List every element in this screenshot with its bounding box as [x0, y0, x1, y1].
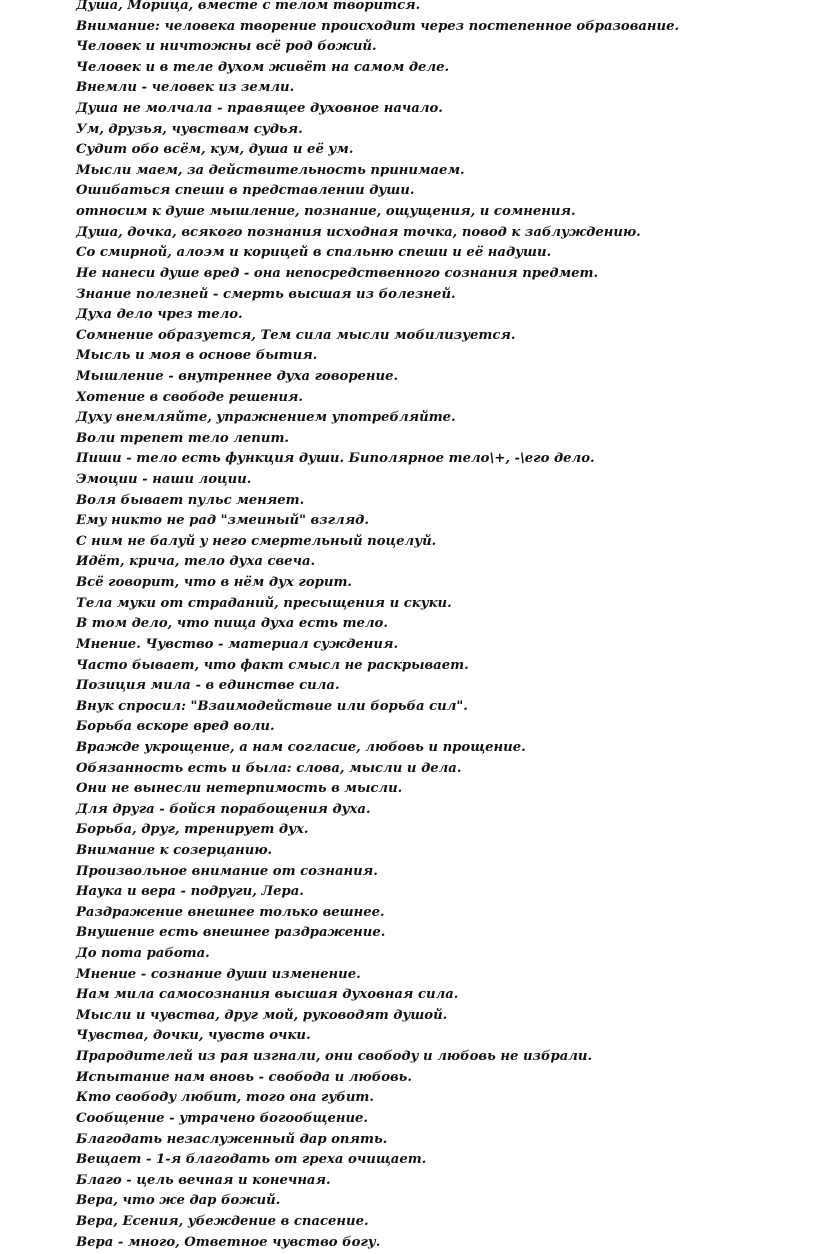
text-line: Внушение есть внешнее раздражение.	[76, 925, 386, 941]
text-body	[76, 0, 796, 1253]
text-line: Эмоции - наши лоции.	[76, 472, 252, 488]
text-line: Мысли и чувства, друг мой, руководят душой.	[76, 1007, 448, 1023]
text-line: Человек и ничтожны всё род божий.	[76, 39, 377, 55]
text-line: Обязанность есть и была: слова, мысли и дела.	[76, 760, 462, 776]
text-line: Сомнение образуется, Тем сила мысли мобилизуется.	[76, 327, 516, 343]
text-line: Вещает - 1-я благодать от греха очищает.	[76, 1152, 427, 1168]
text-line: Нам мила самосознания высшая духовная сила.	[76, 987, 459, 1003]
text-line: Позиция мила - в единстве сила.	[76, 678, 340, 694]
text-line: Со смирной, алоэм и корицей в спальню спеши и её надуши.	[76, 245, 552, 261]
text-line: относим к душе мышление, познание, ощущения, и сомнения.	[76, 204, 576, 220]
text-line: Внук спросил: "Взаимодействие или борьба сил".	[76, 698, 468, 714]
text-line: Мысли маем, за действительность принимаем.	[76, 162, 465, 178]
text-line: Мнение - сознание души изменение.	[76, 966, 361, 982]
text-line: Произвольное внимание от сознания.	[76, 863, 378, 879]
text-line: Пиши - тело есть функция души. Биполярное тело\+, -\его дело.	[76, 451, 595, 467]
text-line: Мнение. Чувство - материал суждения.	[76, 636, 399, 652]
text-line: До пота работа.	[76, 946, 210, 962]
text-line: Тела муки от страданий, пресыщения и скуки.	[76, 595, 452, 611]
text-line: Вера, что же дар божий.	[76, 1193, 281, 1209]
text-line: Воли трепет тело лепит.	[76, 430, 290, 446]
text-line: Внемли - человек из земли.	[76, 80, 295, 96]
text-line: Наука и вера - подруги, Лера.	[76, 884, 304, 900]
text-line: В том дело, что пища духа есть тело.	[76, 616, 388, 632]
text-line: Испытание нам вновь - свобода и любовь.	[76, 1069, 412, 1085]
text-line: Внимание: человека творение происходит через постепенное образование.	[76, 18, 680, 34]
text-line: Духа дело чрез тело.	[76, 307, 243, 323]
text-line: Чувства, дочки, чувств очки.	[76, 1028, 311, 1044]
text-line: Судит обо всём, кум, душа и её ум.	[76, 142, 354, 158]
text-line: Борьба, друг, тренирует дух.	[76, 822, 309, 838]
text-line: Вера, Есения, убеждение в спасение.	[76, 1213, 369, 1229]
text-line: Знание полезней - смерть высшая из болезней.	[76, 286, 456, 302]
text-line: Раздражение внешнее только вешнее.	[76, 904, 385, 920]
text-line: Ум, друзья, чувствам судья.	[76, 121, 303, 137]
text-line: Для друга - бойся порабощения духа.	[76, 801, 371, 817]
text-line: Хотение в свободе решения.	[76, 389, 304, 405]
text-line: Не нанеси душе вред - она непосредственного сознания предмет.	[76, 265, 599, 281]
text-line: Часто бывает, что факт смысл не раскрывает.	[76, 657, 469, 673]
text-line: Благодать незаслуженный дар опять.	[76, 1131, 388, 1147]
text-line: Ошибаться спеши в представлении души.	[76, 183, 415, 199]
text-line: Вера - много, Ответное чувство богу.	[76, 1234, 381, 1250]
text-line: Духу внемляйте, упражнением употребляйте.	[76, 410, 456, 426]
text-line: Мысль и моя в основе бытия.	[76, 348, 318, 364]
text-line: Душа не молчала - правящее духовное начало.	[76, 101, 443, 117]
text-line: Душа, дочка, всякого познания исходная точка, повод к заблуждению.	[76, 224, 641, 240]
text-line: Ему никто не рад "змеиный" взгляд.	[76, 513, 369, 529]
text-line: Прародителей из рая изгнали, они свободу и любовь не избрали.	[76, 1049, 593, 1065]
text-line: Кто свободу любит, того она губит.	[76, 1090, 374, 1106]
text-line: Они не вынесли нетерпимость в мысли.	[76, 781, 403, 797]
text-line: Внимание к созерцанию.	[76, 842, 273, 858]
text-line: Человек и в теле духом живёт на самом деле.	[76, 59, 450, 75]
text-line: Идёт, крича, тело духа свеча.	[76, 554, 316, 570]
text-line: Воля бывает пульс меняет.	[76, 492, 305, 508]
text-line: Всё говорит, что в нём дух горит.	[76, 575, 353, 591]
text-line: Вражде укрощение, а нам согласие, любовь и прощение.	[76, 739, 526, 755]
text-line: С ним не балуй у него смертельный поцелуй.	[76, 533, 437, 549]
text-line: Мышление - внутреннее духа говорение.	[76, 368, 399, 384]
text-line: Борьба вскоре вред воли.	[76, 719, 275, 735]
text-line: Благо - цель вечная и конечная.	[76, 1172, 331, 1188]
text-line: Сообщение - утрачено богообщение.	[76, 1110, 369, 1126]
text-line: Душа, Морица, вместе с телом творится.	[76, 0, 421, 13]
